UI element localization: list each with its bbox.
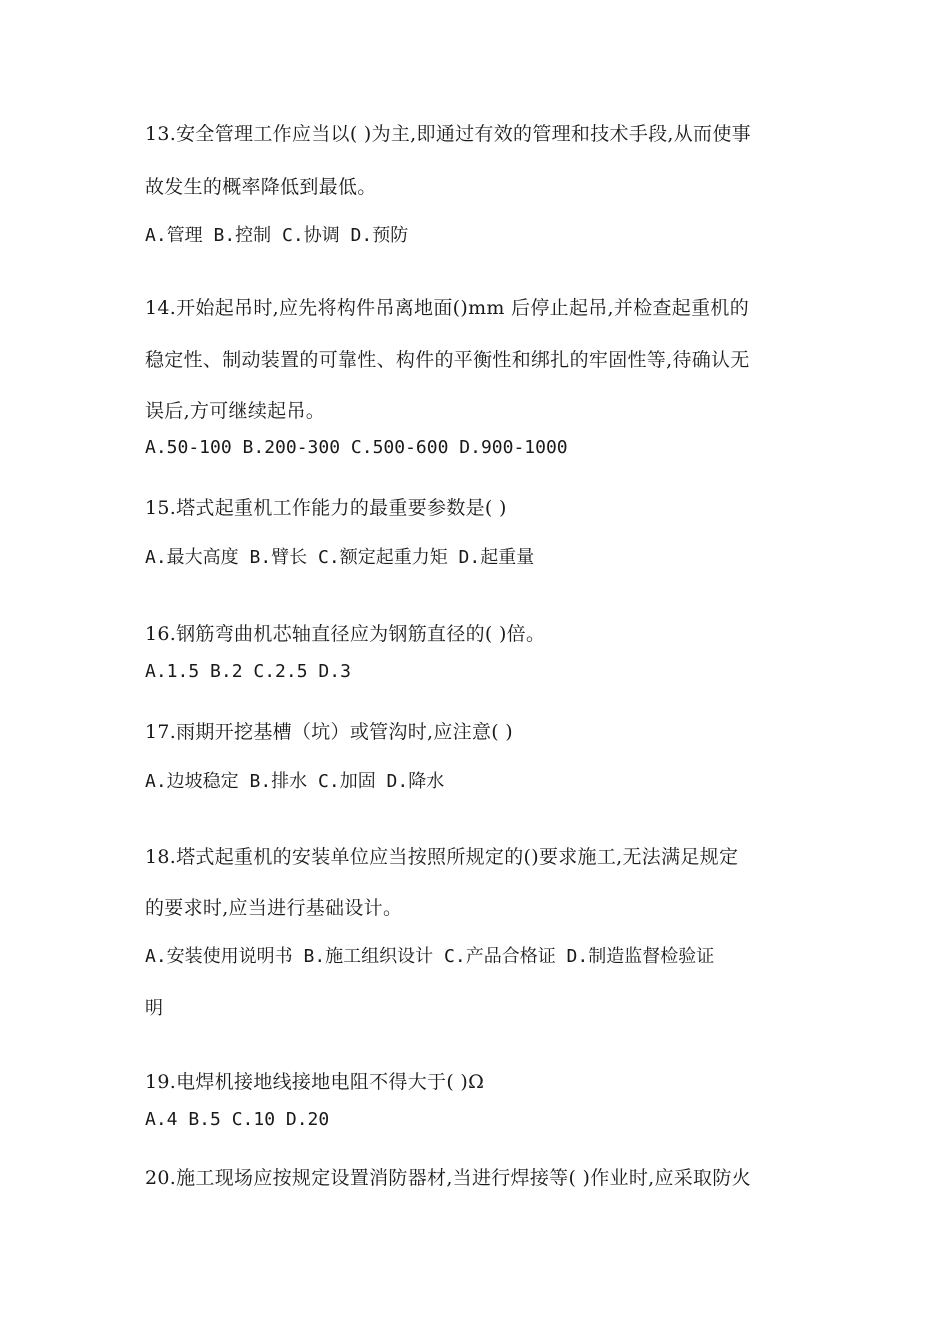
question-13-options: A.管理 B.控制 C.协调 D.预防 (145, 225, 409, 246)
question-17-options: A.边坡稳定 B.排水 C.加固 D.降水 (145, 771, 445, 792)
question-19-line-1: 19.电焊机接地线接地电阻不得大于( )Ω (145, 1071, 485, 1093)
question-15-options: A.最大高度 B.臂长 C.额定起重力矩 D.起重量 (145, 547, 535, 568)
question-16-line-1: 16.钢筋弯曲机芯轴直径应为钢筋直径的( )倍。 (145, 623, 546, 645)
question-20-line-1: 20.施工现场应按规定设置消防器材,当进行焊接等( )作业时,应采取防火 (145, 1167, 751, 1189)
question-19-options: A.4 B.5 C.10 D.20 (145, 1109, 330, 1130)
question-13-line-1: 13.安全管理工作应当以( )为主,即通过有效的管理和技术手段,从而使事 (145, 123, 751, 145)
question-14-line-3: 误后,方可继续起吊。 (145, 400, 326, 422)
question-16-options: A.1.5 B.2 C.2.5 D.3 (145, 661, 351, 682)
question-15-line-1: 15.塔式起重机工作能力的最重要参数是( ) (145, 497, 507, 519)
question-18-line-1: 18.塔式起重机的安装单位应当按照所规定的()要求施工,无法满足规定 (145, 846, 739, 868)
question-18-options-line-1: A.安装使用说明书 B.施工组织设计 C.产品合格证 D.制造监督检验证 (145, 946, 715, 967)
question-17-line-1: 17.雨期开挖基槽（坑）或管沟时,应注意( ) (145, 721, 514, 743)
question-13-line-2: 故发生的概率降低到最低。 (145, 176, 377, 198)
question-18-line-2: 的要求时,应当进行基础设计。 (145, 897, 403, 919)
question-14-line-1: 14.开始起吊时,应先将构件吊离地面()mm 后停止起吊,并检查起重机的 (145, 297, 749, 319)
question-18-options-line-2: 明 (145, 998, 163, 1019)
question-14-line-2: 稳定性、制动装置的可靠性、构件的平衡性和绑扎的牢固性等,待确认无 (145, 349, 750, 371)
question-14-options: A.50-100 B.200-300 C.500-600 D.900-1000 (145, 437, 568, 458)
